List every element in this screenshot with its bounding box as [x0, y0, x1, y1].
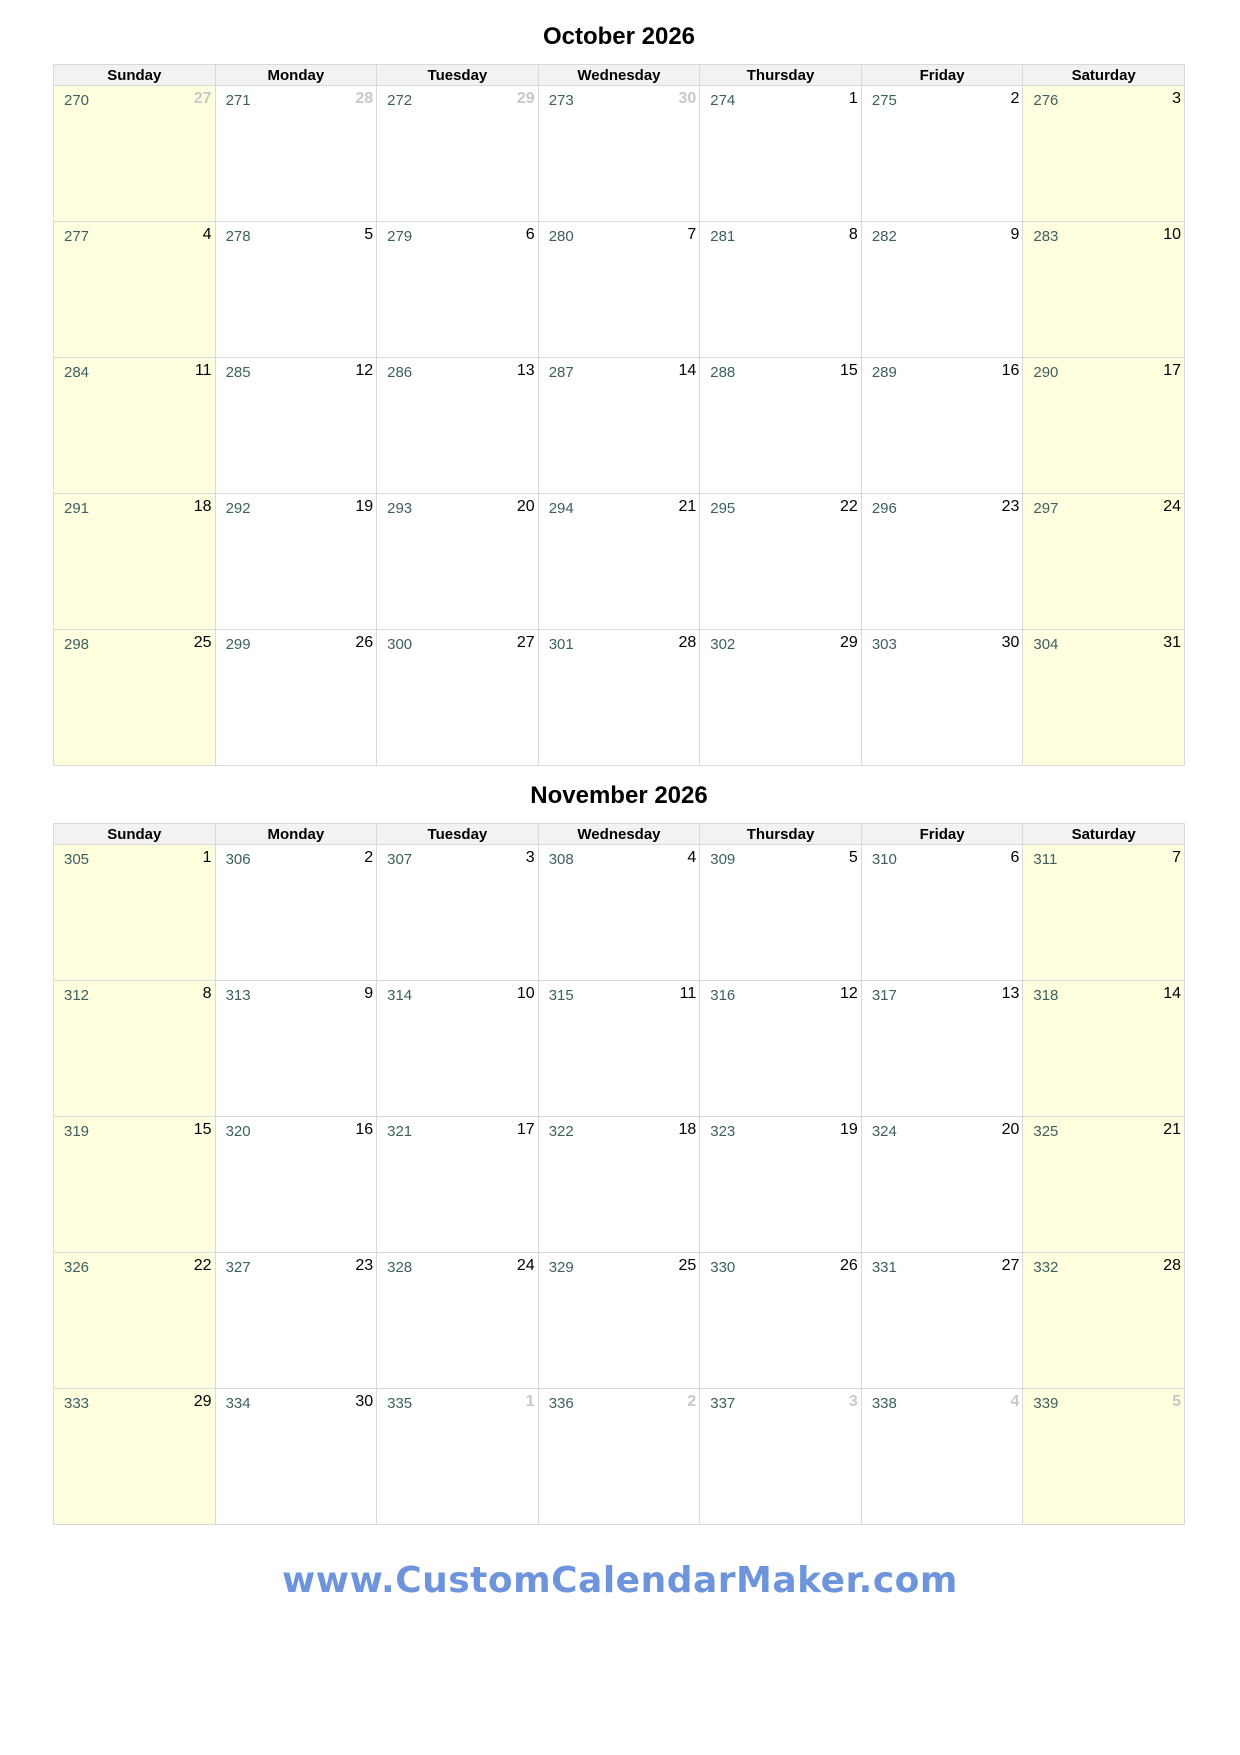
day-cell[interactable] — [215, 1389, 377, 1525]
day-of-year: 325 — [1033, 1123, 1059, 1140]
day-number: 16 — [355, 1121, 374, 1138]
day-number: 18 — [678, 1121, 697, 1138]
day-cell[interactable] — [861, 358, 1023, 494]
day-cell[interactable] — [215, 494, 377, 630]
day-number: 29 — [193, 1393, 212, 1410]
week-row — [54, 494, 1185, 630]
day-cell[interactable] — [861, 845, 1023, 981]
day-of-year: 311 — [1033, 851, 1058, 868]
day-cell[interactable] — [538, 222, 700, 358]
day-cell[interactable] — [54, 494, 216, 630]
day-cell[interactable] — [700, 1389, 862, 1525]
day-number: 28 — [678, 634, 697, 651]
day-of-year: 322 — [548, 1123, 574, 1140]
day-cell[interactable] — [54, 1253, 216, 1389]
day-number: 12 — [355, 362, 374, 379]
day-cell[interactable] — [215, 981, 377, 1117]
day-number: 22 — [840, 498, 858, 515]
day-of-year: 320 — [225, 1123, 251, 1140]
day-of-year: 296 — [871, 500, 897, 517]
day-number: 27 — [193, 90, 212, 107]
day-number: 17 — [1163, 362, 1181, 379]
day-number: 9 — [364, 985, 374, 1002]
day-of-year: 317 — [871, 987, 897, 1004]
day-of-year: 305 — [64, 851, 90, 868]
day-cell[interactable] — [377, 222, 539, 358]
day-of-year: 275 — [871, 92, 897, 109]
day-number: 2 — [364, 849, 374, 866]
day-of-year: 308 — [548, 851, 574, 868]
day-of-year: 329 — [548, 1259, 574, 1276]
day-of-year: 276 — [1033, 92, 1059, 109]
day-number: 14 — [1163, 985, 1181, 1002]
weekday-header: Sunday — [54, 65, 216, 86]
weekday-header: Friday — [861, 824, 1023, 845]
day-cell[interactable] — [861, 1253, 1023, 1389]
day-cell[interactable] — [861, 1117, 1023, 1253]
day-cell[interactable] — [700, 494, 862, 630]
day-cell[interactable] — [1023, 1389, 1185, 1525]
day-number: 18 — [193, 498, 212, 515]
day-cell[interactable] — [1023, 1117, 1185, 1253]
day-number: 8 — [848, 226, 858, 243]
day-of-year: 284 — [64, 364, 90, 381]
weekday-header: Wednesday — [538, 65, 700, 86]
day-number: 13 — [1001, 985, 1020, 1002]
day-number: 25 — [678, 1257, 697, 1274]
day-of-year: 319 — [64, 1123, 90, 1140]
day-number: 10 — [1163, 226, 1181, 243]
day-number: 13 — [516, 362, 535, 379]
day-of-year: 287 — [548, 364, 574, 381]
day-cell[interactable] — [215, 86, 377, 222]
month-title: October 2026 — [542, 23, 696, 50]
day-of-year: 328 — [387, 1259, 413, 1276]
month-november — [53, 781, 1185, 1525]
day-of-year: 290 — [1033, 364, 1059, 381]
day-cell[interactable] — [377, 1117, 539, 1253]
day-number: 16 — [1001, 362, 1020, 379]
day-cell[interactable] — [215, 222, 377, 358]
day-number: 20 — [516, 498, 535, 515]
day-number: 4 — [687, 849, 697, 866]
day-of-year: 274 — [710, 92, 736, 109]
day-of-year: 313 — [225, 987, 251, 1004]
day-cell[interactable] — [54, 358, 216, 494]
day-number: 15 — [840, 362, 858, 379]
day-of-year: 330 — [710, 1259, 736, 1276]
day-cell[interactable] — [1023, 1253, 1185, 1389]
day-of-year: 294 — [548, 500, 574, 517]
day-cell[interactable] — [538, 1117, 700, 1253]
day-cell[interactable] — [861, 630, 1023, 766]
day-number: 22 — [193, 1257, 212, 1274]
day-of-year: 293 — [387, 500, 413, 517]
weekday-header: Thursday — [700, 65, 862, 86]
day-number: 5 — [848, 849, 858, 866]
day-cell[interactable] — [215, 845, 377, 981]
day-number: 29 — [840, 634, 858, 651]
day-of-year: 338 — [871, 1395, 897, 1412]
day-number: 3 — [848, 1393, 858, 1410]
day-of-year: 281 — [710, 228, 736, 245]
day-number: 14 — [678, 362, 697, 379]
week-row — [54, 1117, 1185, 1253]
day-number: 1 — [848, 90, 858, 107]
day-cell[interactable] — [538, 1389, 700, 1525]
day-of-year: 334 — [225, 1395, 251, 1412]
day-cell[interactable] — [538, 630, 700, 766]
day-of-year: 286 — [387, 364, 413, 381]
day-of-year: 331 — [871, 1259, 897, 1276]
day-cell[interactable] — [700, 981, 862, 1117]
day-cell[interactable] — [54, 1117, 216, 1253]
day-of-year: 283 — [1033, 228, 1059, 245]
day-cell[interactable] — [377, 1253, 539, 1389]
week-row — [54, 86, 1185, 222]
day-number: 9 — [1010, 226, 1020, 243]
day-of-year: 299 — [225, 636, 251, 653]
day-of-year: 271 — [225, 92, 251, 109]
weekday-header: Saturday — [1023, 65, 1185, 86]
weekday-header: Wednesday — [538, 824, 700, 845]
day-cell[interactable] — [377, 845, 539, 981]
day-number: 30 — [355, 1393, 374, 1410]
day-of-year: 333 — [64, 1395, 90, 1412]
day-number: 27 — [516, 634, 535, 651]
day-of-year: 318 — [1033, 987, 1059, 1004]
day-cell[interactable] — [377, 358, 539, 494]
footer-logo: www.CustomCalendarMaker.com — [282, 1560, 958, 1601]
day-of-year: 302 — [710, 636, 736, 653]
day-cell[interactable] — [538, 845, 700, 981]
day-number: 1 — [525, 1393, 535, 1410]
calendar-body — [54, 86, 1185, 766]
day-number: 1 — [202, 849, 212, 866]
day-cell[interactable] — [377, 630, 539, 766]
day-of-year: 277 — [64, 228, 90, 245]
day-cell[interactable] — [1023, 981, 1185, 1117]
day-number: 2 — [1010, 90, 1020, 107]
day-number: 23 — [355, 1257, 374, 1274]
day-number: 3 — [1172, 90, 1181, 107]
day-number: 19 — [840, 1121, 858, 1138]
day-cell[interactable] — [377, 86, 539, 222]
day-cell[interactable] — [1023, 494, 1185, 630]
day-of-year: 324 — [871, 1123, 897, 1140]
day-cell[interactable] — [538, 494, 700, 630]
day-of-year: 282 — [871, 228, 897, 245]
week-row — [54, 222, 1185, 358]
day-of-year: 270 — [64, 92, 90, 109]
day-of-year: 316 — [710, 987, 736, 1004]
day-of-year: 297 — [1033, 500, 1059, 517]
day-number: 31 — [1163, 634, 1181, 651]
day-of-year: 326 — [64, 1259, 90, 1276]
day-cell[interactable] — [215, 358, 377, 494]
day-number: 8 — [202, 985, 212, 1002]
day-cell[interactable] — [1023, 222, 1185, 358]
day-of-year: 339 — [1033, 1395, 1059, 1412]
week-row — [54, 1389, 1185, 1525]
day-cell[interactable] — [215, 1117, 377, 1253]
day-cell[interactable] — [377, 494, 539, 630]
day-cell[interactable] — [538, 981, 700, 1117]
day-of-year: 279 — [387, 228, 413, 245]
day-of-year: 310 — [871, 851, 897, 868]
day-number: 28 — [355, 90, 374, 107]
day-cell[interactable] — [1023, 845, 1185, 981]
day-of-year: 298 — [64, 636, 90, 653]
weekday-header: Tuesday — [377, 824, 539, 845]
day-of-year: 337 — [710, 1395, 736, 1412]
day-cell[interactable] — [861, 1389, 1023, 1525]
day-of-year: 321 — [387, 1123, 413, 1140]
day-number: 24 — [1163, 498, 1181, 515]
day-cell[interactable] — [54, 630, 216, 766]
day-of-year: 272 — [387, 92, 413, 109]
day-cell[interactable] — [538, 86, 700, 222]
day-cell[interactable] — [215, 1253, 377, 1389]
day-of-year: 304 — [1033, 636, 1059, 653]
day-of-year: 303 — [871, 636, 897, 653]
week-row — [54, 358, 1185, 494]
day-cell[interactable] — [861, 86, 1023, 222]
day-of-year: 289 — [871, 364, 897, 381]
day-of-year: 332 — [1033, 1259, 1059, 1276]
day-number: 12 — [840, 985, 858, 1002]
day-of-year: 306 — [225, 851, 251, 868]
day-cell[interactable] — [377, 981, 539, 1117]
weekday-header: Monday — [215, 65, 377, 86]
day-of-year: 315 — [548, 987, 574, 1004]
day-of-year: 280 — [548, 228, 574, 245]
calendar-grid — [53, 64, 1185, 766]
day-of-year: 314 — [387, 987, 413, 1004]
day-of-year: 273 — [548, 92, 574, 109]
day-of-year: 285 — [225, 364, 251, 381]
day-cell[interactable] — [1023, 358, 1185, 494]
day-number: 7 — [1172, 849, 1181, 866]
day-number: 21 — [678, 498, 697, 515]
day-cell[interactable] — [700, 1253, 862, 1389]
day-cell[interactable] — [861, 222, 1023, 358]
day-cell[interactable] — [54, 86, 216, 222]
day-cell[interactable] — [54, 1389, 216, 1525]
day-of-year: 288 — [710, 364, 736, 381]
day-number: 19 — [355, 498, 374, 515]
day-cell[interactable] — [1023, 86, 1185, 222]
calendar-body — [54, 845, 1185, 1525]
day-of-year: 327 — [225, 1259, 251, 1276]
day-number: 11 — [194, 362, 212, 379]
weekday-header: Friday — [861, 65, 1023, 86]
calendar-grid — [53, 823, 1185, 1525]
weekday-header: Monday — [215, 824, 377, 845]
weekday-header-row — [54, 65, 1185, 86]
day-cell[interactable] — [538, 1253, 700, 1389]
weekday-header-row — [54, 824, 1185, 845]
day-cell[interactable] — [700, 630, 862, 766]
day-number: 10 — [516, 985, 535, 1002]
weekday-header: Tuesday — [377, 65, 539, 86]
day-number: 17 — [516, 1121, 535, 1138]
day-number: 25 — [193, 634, 212, 651]
day-number: 15 — [193, 1121, 212, 1138]
day-cell[interactable] — [377, 1389, 539, 1525]
day-cell[interactable] — [861, 494, 1023, 630]
day-number: 4 — [202, 226, 212, 243]
week-row — [54, 630, 1185, 766]
day-of-year: 336 — [548, 1395, 574, 1412]
day-of-year: 295 — [710, 500, 736, 517]
day-of-year: 307 — [387, 851, 413, 868]
weekday-header: Saturday — [1023, 824, 1185, 845]
day-number: 7 — [687, 226, 697, 243]
day-cell[interactable] — [700, 86, 862, 222]
month-title: November 2026 — [530, 782, 708, 809]
week-row — [54, 845, 1185, 981]
day-number: 23 — [1001, 498, 1020, 515]
day-number: 30 — [1001, 634, 1020, 651]
day-number: 6 — [1010, 849, 1020, 866]
day-of-year: 278 — [225, 228, 251, 245]
day-number: 6 — [525, 226, 535, 243]
day-cell[interactable] — [54, 981, 216, 1117]
day-number: 29 — [516, 90, 535, 107]
day-number: 26 — [840, 1257, 858, 1274]
day-number: 20 — [1001, 1121, 1020, 1138]
day-cell[interactable] — [700, 1117, 862, 1253]
day-number: 5 — [364, 226, 374, 243]
day-number: 4 — [1010, 1393, 1020, 1410]
day-number: 21 — [1163, 1121, 1181, 1138]
day-number: 2 — [687, 1393, 697, 1410]
day-of-year: 323 — [710, 1123, 736, 1140]
day-cell[interactable] — [215, 630, 377, 766]
week-row — [54, 1253, 1185, 1389]
day-of-year: 301 — [548, 636, 574, 653]
day-cell[interactable] — [700, 845, 862, 981]
day-cell[interactable] — [700, 358, 862, 494]
day-cell[interactable] — [861, 981, 1023, 1117]
day-of-year: 292 — [225, 500, 251, 517]
day-of-year: 312 — [64, 987, 90, 1004]
day-of-year: 309 — [710, 851, 736, 868]
week-row — [54, 981, 1185, 1117]
day-cell[interactable] — [538, 358, 700, 494]
day-cell[interactable] — [700, 222, 862, 358]
day-of-year: 335 — [387, 1395, 413, 1412]
day-cell[interactable] — [1023, 630, 1185, 766]
weekday-header: Thursday — [700, 824, 862, 845]
month-october — [53, 22, 1185, 766]
day-number: 5 — [1172, 1393, 1181, 1410]
day-number: 28 — [1163, 1257, 1181, 1274]
day-number: 24 — [516, 1257, 535, 1274]
day-cell[interactable] — [54, 845, 216, 981]
day-of-year: 300 — [387, 636, 413, 653]
weekday-header: Sunday — [54, 824, 216, 845]
day-number: 30 — [678, 90, 697, 107]
day-number: 3 — [525, 849, 535, 866]
day-number: 26 — [355, 634, 374, 651]
day-of-year: 291 — [64, 500, 90, 517]
day-cell[interactable] — [54, 222, 216, 358]
day-number: 11 — [679, 985, 697, 1002]
day-number: 27 — [1001, 1257, 1020, 1274]
